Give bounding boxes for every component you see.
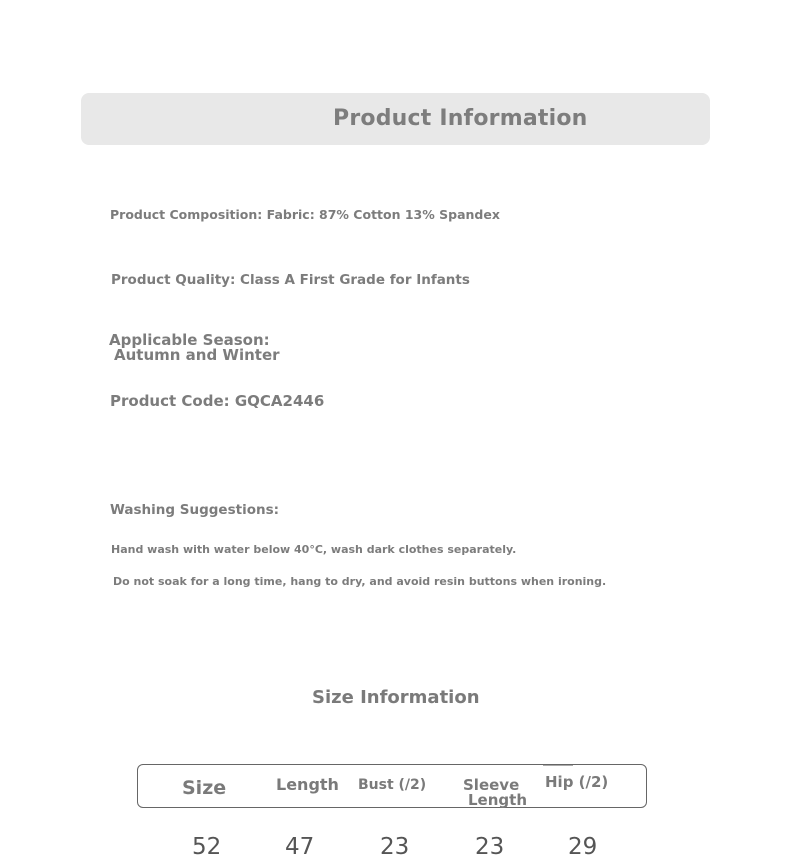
product-code: Product Code: GQCA2446 xyxy=(110,392,325,410)
table-cell-hip: 29 xyxy=(568,834,598,860)
header-divider-mark xyxy=(543,765,573,766)
season-value: Autumn and Winter xyxy=(114,346,280,364)
product-composition: Product Composition: Fabric: 87% Cotton 13% Spandex xyxy=(110,207,500,222)
table-cell-length: 47 xyxy=(285,834,315,860)
header-length: Length xyxy=(276,775,339,794)
washing-title: Washing Suggestions: xyxy=(110,502,280,518)
table-cell-bust: 23 xyxy=(380,834,410,860)
header-size: Size xyxy=(182,777,227,799)
header-bust: Bust (/2) xyxy=(358,777,427,793)
product-info-title: Product Information xyxy=(333,106,588,131)
washing-line-1: Hand wash with water below 40°C, wash dark clothes separately. xyxy=(111,543,517,556)
product-quality: Product Quality: Class A First Grade for Infants xyxy=(111,272,470,288)
washing-line-2: Do not soak for a long time, hang to dry, and avoid resin buttons when ironing. xyxy=(113,575,607,588)
season-label: Applicable Season: xyxy=(109,331,270,349)
header-hip: Hip (/2) xyxy=(545,773,609,791)
header-sleeve-line-1: Sleeve xyxy=(463,776,520,794)
size-info-title: Size Information xyxy=(312,687,480,708)
header-sleeve-line-2: Length xyxy=(468,791,527,809)
table-cell-size: 52 xyxy=(192,834,222,860)
table-cell-sleeve-length: 23 xyxy=(475,834,505,860)
